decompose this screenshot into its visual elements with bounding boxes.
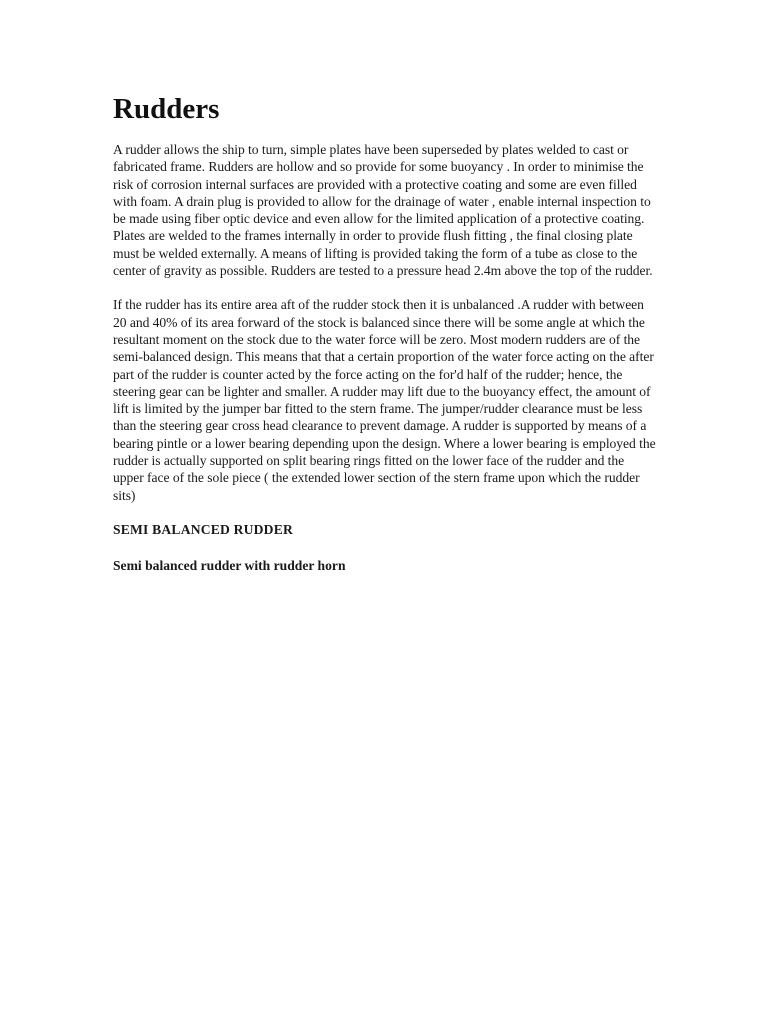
document-page <box>113 92 658 574</box>
sub-heading: Semi balanced rudder with rudder horn <box>113 557 346 573</box>
paragraph-rudder-balance: If the rudder has its entire area aft of the rudder stock then it is unbalanced .A rudder with between 20 and 40% of its area forward of the stock is balanced since there will be some angle at which the resultant moment on the stock due to the water force will be zero. Most modern rudders are of the semi-balanced design. This means that that a certain proportion of the water force acting on the after part of the rudder is counter acted by the force acting on the for'd half of the rudder; hence, the steering gear can be lighter and smaller. A rudder may lift due to the buoyancy effect, the amount of lift is limited by the jumper bar fitted to the stern frame. The jumper/rudder clearance must be less than the steering gear cross head clearance to prevent damage. A rudder is supported by means of a bearing pintle or a lower bearing depending upon the design. Where a lower bearing is employed the rudder is actually supported on split bearing rings fitted on the lower face of the rudder and the upper face of the sole piece ( the extended lower section of the stern frame upon which the rudder sits) <box>113 297 656 503</box>
page-title: Rudders <box>113 93 220 125</box>
section-heading: SEMI BALANCED RUDDER <box>113 521 293 537</box>
paragraph-rudder-construction: A rudder allows the ship to turn, simple plates have been superseded by plates welded to cast or fabricated frame. Rudders are hollow and so provide for some buoyancy . In order to minimise the risk of corrosion internal surfaces are provided with a protective coating and some are even filled with foam. A drain plug is provided to allow for the drainage of water , enable internal inspection to be made using fiber optic device and even allow for the limited application of a protective coating. Plates are welded to the frames internally in order to provide flush fitting , the final closing plate must be welded externally. A means of lifting is provided taking the form of a tube as close to the center of gravity as possible. Rudders are tested to a pressure head 2.4m above the top of the rudder. <box>113 142 653 279</box>
